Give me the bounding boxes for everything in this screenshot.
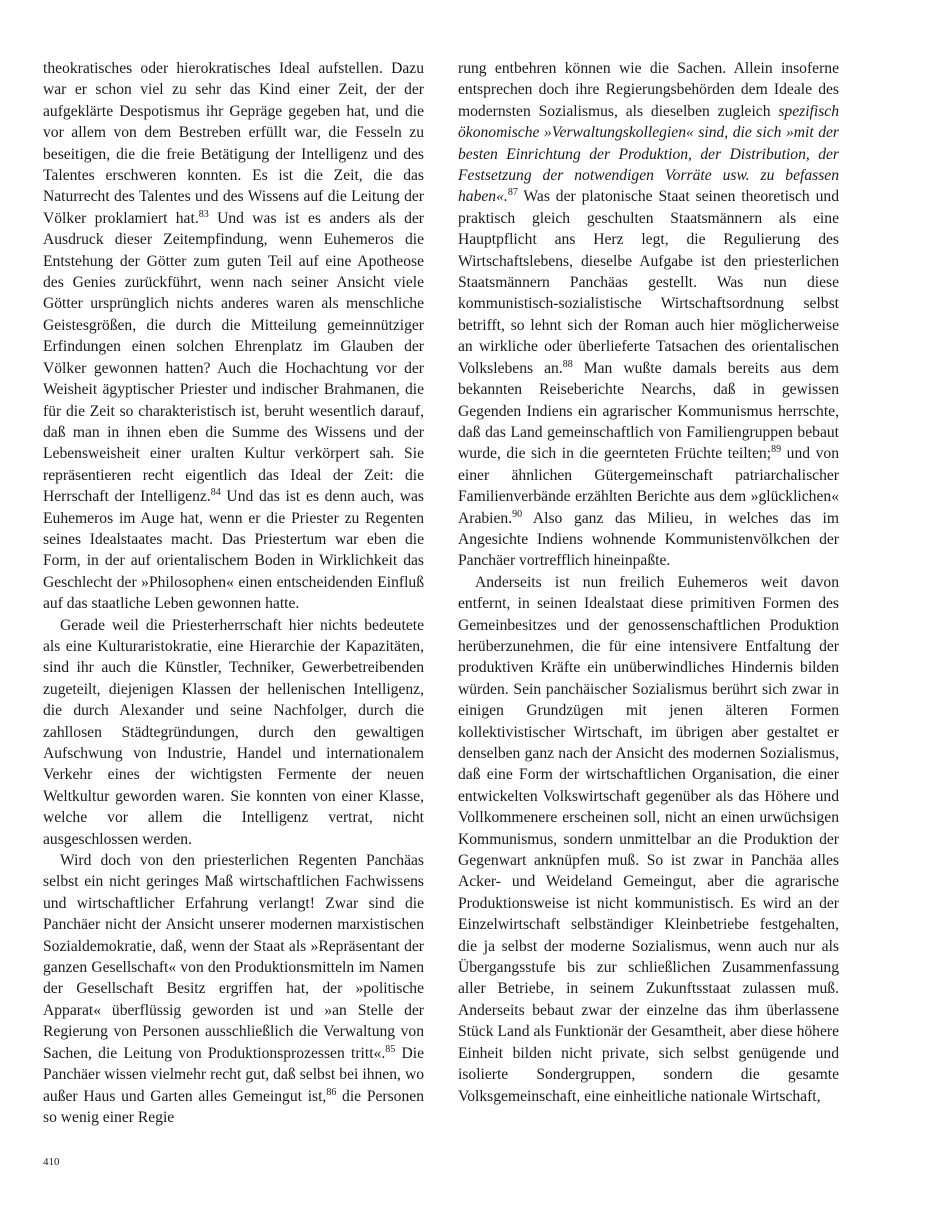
page-number: 410 (43, 1156, 60, 1168)
paragraph: Gerade weil die Priesterherrschaft hier nichts bedeutete als eine Kulturaristokratie, eine Hierarchie der Kapazitäten, sind ihr auch die Künstler, Techniker, Gewerbetreibenden zugeteilt, diejenigen Klassen der hellenischen Intelligenz, die durch Alexander und seine Nachfolger, durch die zahllosen Städtegründungen, durch den gewaltigen Aufschwung von Industrie, Handel und internationalem Verkehr eines der wichtigsten Fermente der neuen Weltkultur geworden waren. Sie konnten von einer Klasse, welche vor allem die Intelligenz vertrat, nicht ausgeschlossen werden. (43, 616, 424, 848)
emphasized-text: spezifisch ökonomische »Verwaltungskollegien« sind, die sich »mit der besten Einrichtung der Produktion, der Distribution, der Festsetzung der notwendigen Vorräte usw. zu befassen haben«. (458, 102, 839, 206)
paragraph: Anderseits ist nun freilich Euhemeros weit davon entfernt, in seinen Idealstaat diese primitiven Formen des Gemeinbesitzes und der genossenschaftlichen Produktion herüberzunehmen, die für eine intensivere Entfaltung der produktiven Kräfte ein unüberwindliches Hindernis bilden würden. Sein panchäischer Sozialismus berührt sich zwar in einigen Grundzügen mit jenen älteren Formen kollektivistischer Wirtschaft, im übrigen aber gestaltet er denselben ganz nach der Ansicht des modernen Sozialismus, daß eine Form der wirtschaftlichen Organisation, die einer entwickelten Volkswirtschaft gegenüber als das Höhere und Vollkommenere erscheinen soll, nicht an einen urwüchsigen Kommunismus, sondern unmittelbar an die Produktion der Gegenwart anknüpfen muß. So ist zwar in Panchäa alles Acker- und Weideland Gemeingut, aber die agrarische Produktionsweise ist nicht kommunistisch. Es wird an der Einzelwirtschaft selbständiger Kleinbetriebe festgehalten, die ja selbst der moderne Sozialismus, wenn auch nur als Übergangsstufe bis zur schließlichen Zusammenfassung aller Betriebe, in seinem Zukunftsstaat zulassen muß. Anderseits bebaut zwar der einzelne das ihm überlassene Stück Land als Funktionär der Gesamtheit, aber diese höhere Einheit bilden nicht private, sich selbst genügende und isolierte Sondergruppen, sondern die gesamte Volksgemeinschaft, eine einheitliche nationale Wirtschaft, (458, 573, 839, 1105)
paragraph: rung entbehren können wie die Sachen. Allein insoferne entsprechen doch ihre Regierungsbehörden dem Ideale des modernsten Sozialismus, als dieselben zugleich spezifisch ökonomische »Verwaltungskollegien« sind, die sich »mit der besten Einrichtung der Produktion, der Distribution, der Festsetzung der notwendigen Vorräte usw. zu befassen haben«.$^{87}$ Was der platonische Staat seinen theoretisch und praktisch gleich geschulten Staatsmännern als eine Hauptpflicht ans Herz legt, die Regulierung des Wirtschaftslebens, dieselbe Aufgabe ist den priesterlichen Staatsmännern Panchäas gestellt. Was nun diese kommunistisch-sozialistische Wirtschaftsordnung selbst betrifft, so lehnt sich der Roman auch hier möglicherweise an wirkliche oder überlieferte Tatsachen des orientalischen Volkslebens an.$^{88}$ Man wußte damals bereits aus dem bekannten Reiseberichte Nearchs, daß in gewissen Gegenden Indiens ein agrarischer Kommunismus herrschte, daß das Land gemeinschaftlich von Familiengruppen bebaut wurde, die sich in die geernteten Früchte teilten;$^{89}$ und von einer ähnlichen Gütergemeinschaft patriarchalischer Familienverbände erzählten Berichte aus dem »glücklichen« Arabien.$^{90}$ Also ganz das Milieu, in welches das im Angesichte Indiens wohnende Kommunistenvölkchen der Panchäer vortrefflich hineinpaßte. (458, 60, 839, 570)
footnote-ref: 85 (385, 1043, 396, 1055)
right-column (458, 58, 839, 1107)
paragraph: Wird doch von den priesterlichen Regenten Panchäas selbst ein nicht geringes Maß wirtschaftlichen Fachwissens und wirtschaftlicher Erfahrung verlangt! Zwar sind die Panchäer nicht der Ansicht unserer modernen marxistischen Sozialdemokratie, daß, wenn der Staat als »Repräsentant der ganzen Gesellschaft« von den Produktionsmitteln im Namen der Gesellschaft Besitz ergriffen hat, der »politische Apparat« überflüssig geworden ist und »an Stelle der Regierung von Personen ausschließlich die Verwaltung von Sachen, die Leitung von Produktionsprozessen tritt«.$^{85}$ Die Panchäer wissen vielmehr recht gut, daß selbst bei ihnen, wo außer Haus und Garten alles Gemeingut ist,$^{86}$ die Personen so wenig einer Regie (43, 852, 424, 1126)
footnote-ref: 90 (512, 508, 523, 520)
footnote-ref: 88 (562, 358, 573, 370)
footnote-ref: 86 (326, 1086, 337, 1098)
left-column (43, 58, 424, 1128)
paragraph: theokratisches oder hierokratisches Ideal aufstellen. Dazu war er schon viel zu sehr das Kind einer Zeit, der der aufgeklärte Despotismus ihr Gepräge gegeben hat, und die vor allem von dem Bestreben erfüllt war, die Fesseln zu beseitigen, die die freie Betätigung der Intelligenz und des Talentes erschweren konnten. Es ist die Zeit, die das Naturrecht des Talentes und des Wissens auf die Leitung der Völker proklamiert hat.$^{83}$ Und was ist es anders als der Ausdruck dieser Zeitempfindung, wenn Euhemeros die Entstehung der Götter zum guten Teil auf eine Apotheose des Genies zurückführt, wenn nach seiner Ansicht viele Götter ursprünglich nichts anderes waren als menschliche Geistesgrößen, die durch die Mitteilung gemeinnütziger Erfindungen einen solchen Ehrenplatz im Glauben der Völker gewonnen hatten? Auch die Hochachtung vor der Weisheit ägyptischer Priester und indischer Brahmanen, die für die Zeit so charakteristisch ist, beruht wesentlich darauf, daß man in ihnen eben die Summe des Wissens und der Lebensweisheit einer uralten Kultur verkörpert sah. Sie repräsentieren recht eigentlich das Ideal der Zeit: die Herrschaft der Intelligenz.$^{84}$ Und das ist es denn auch, was Euhemeros im Auge hat, wenn er die Priester zu Regenten seines Idealstaates macht. Das Priestertum war eben die Form, in der auf orientalischem Boden in Wirklichkeit das Geschlecht der »Philosophen« einen entscheidenden Einfluß auf das staatliche Leben gewonnen hatte. (43, 60, 424, 613)
footnote-ref: 83 (198, 208, 209, 220)
footnote-ref: 89 (771, 444, 782, 456)
footnote-ref: 87 (507, 187, 518, 199)
footnote-ref: 84 (210, 487, 221, 499)
